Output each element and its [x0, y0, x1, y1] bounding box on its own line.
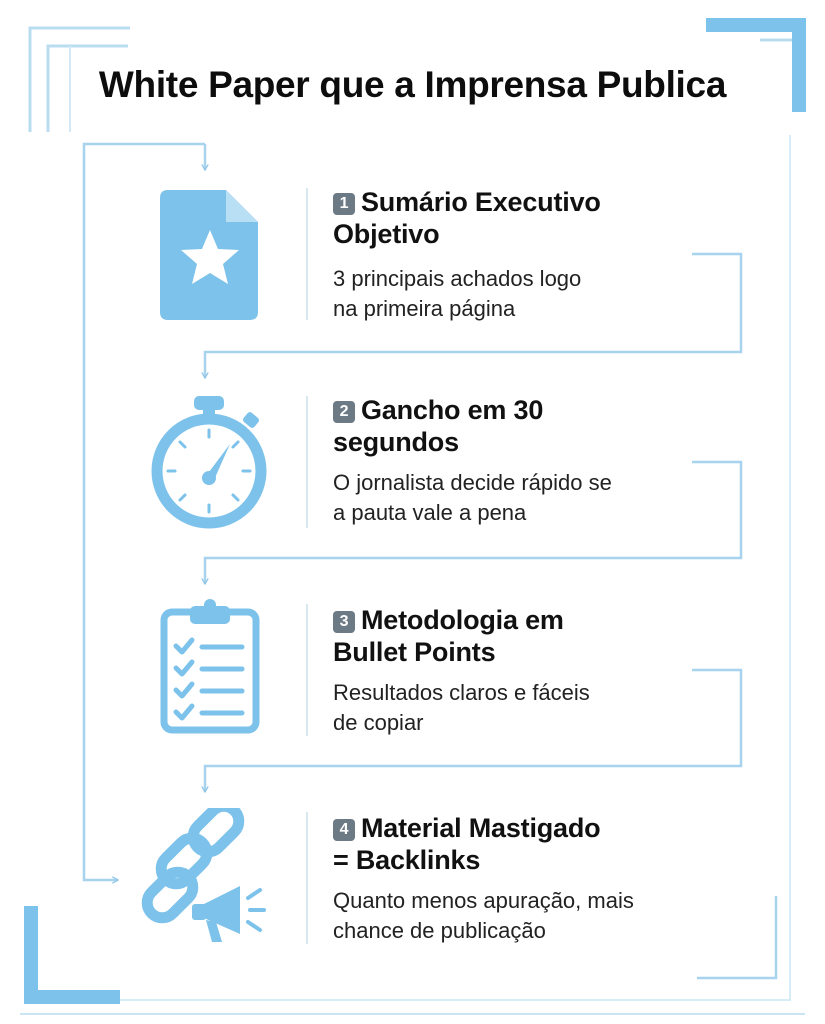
step-4-title-line-2: = Backlinks	[333, 845, 481, 875]
clipboard-checklist-icon	[160, 598, 260, 734]
connector-end	[697, 896, 776, 978]
step-3-title-line-1: Metodologia em	[361, 605, 564, 635]
step-3-title	[333, 604, 564, 668]
document-star-icon	[158, 188, 260, 322]
step-4-number-badge: 4	[333, 819, 355, 841]
step-4-title	[333, 812, 600, 876]
step-4-title-line-1: Material Mastigado	[361, 813, 601, 843]
stopwatch-icon	[148, 392, 270, 530]
step-4-desc-line-1: Quanto menos apuração, mais	[333, 888, 634, 913]
step-2-desc-line-1: O jornalista decide rápido se	[333, 470, 612, 495]
step-1-number-badge: 1	[333, 193, 355, 215]
step-2-description	[333, 468, 612, 528]
step-1-desc-line-1: 3 principais achados logo	[333, 266, 582, 291]
step-4-desc-line-2: chance de publicação	[333, 918, 546, 943]
page-title: White Paper que a Imprensa Publica	[98, 64, 727, 105]
step-2-desc-line-2: a pauta vale a pena	[333, 500, 527, 525]
step-3-description	[333, 678, 590, 738]
step-3-desc-line-1: Resultados claros e fáceis	[333, 680, 590, 705]
chain-link-megaphone-icon	[140, 808, 280, 950]
step-1-description	[333, 264, 581, 324]
step-3-number-badge: 3	[333, 611, 355, 633]
step-2-title	[333, 394, 543, 458]
step-2-title-line-2: segundos	[333, 427, 459, 457]
step-3-desc-line-2: de copiar	[333, 710, 424, 735]
step-1-title-line-1: Sumário Executivo	[361, 187, 601, 217]
step-3-title-line-2: Bullet Points	[333, 637, 496, 667]
corner-accent-bottom-left	[24, 906, 120, 1004]
step-1-title-line-2: Objetivo	[333, 219, 440, 249]
step-1-desc-line-2: na primeira página	[333, 296, 516, 321]
step-2-number-badge: 2	[333, 401, 355, 423]
step-4-description	[333, 886, 634, 946]
step-1-title	[333, 186, 601, 250]
step-2-title-line-1: Gancho em 30	[361, 395, 544, 425]
